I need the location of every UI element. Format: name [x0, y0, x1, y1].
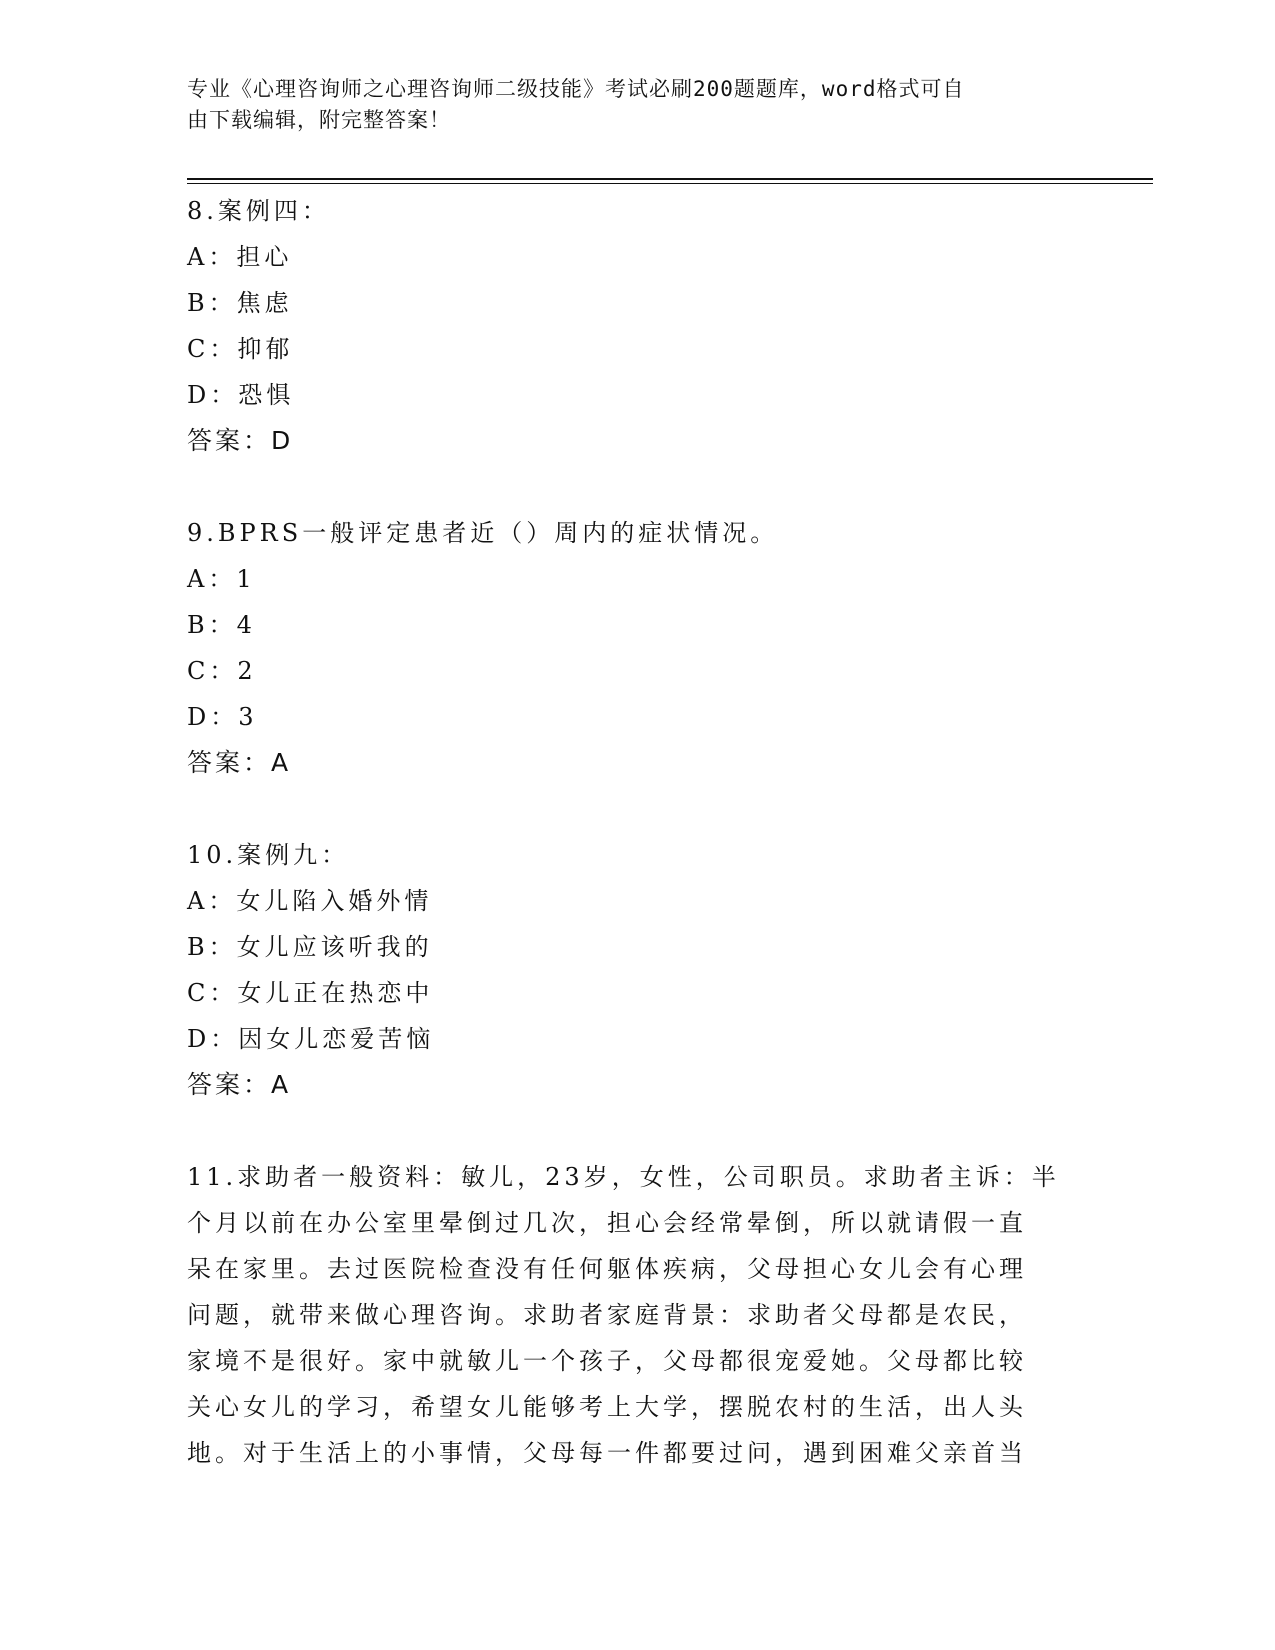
option-b: B：焦虑 [187, 289, 293, 317]
question-title: 8.案例四： [187, 197, 330, 225]
question-11-line: 个月以前在办公室里晕倒过几次，担心会经常晕倒，所以就请假一直 [187, 1209, 1027, 1237]
question-11-line: 问题，就带来做心理咨询。求助者家庭背景：求助者父母都是农民， [187, 1301, 1027, 1329]
answer-label: 答案：D [187, 426, 294, 455]
question-11-line: 11.求助者一般资料：敏儿，23岁，女性，公司职员。求助者主诉：半 [187, 1163, 1060, 1191]
option-b: B：4 [187, 611, 256, 639]
question-9 [187, 510, 1087, 786]
question-11-line: 关心女儿的学习，希望女儿能够考上大学，摆脱农村的生活，出人头 [187, 1393, 1027, 1421]
question-11-line: 地。对于生活上的小事情，父母每一件都要过问，遇到困难父亲首当 [187, 1439, 1027, 1467]
question-10 [187, 832, 1087, 1108]
option-a: A：1 [187, 565, 256, 593]
option-c: C：2 [187, 657, 257, 685]
question-11-line: 呆在家里。去过医院检查没有任何躯体疾病，父母担心女儿会有心理 [187, 1255, 1027, 1283]
answer-label: 答案：A [187, 1070, 292, 1099]
question-8 [187, 188, 1087, 464]
question-11 [187, 1154, 1077, 1476]
option-d: D：3 [187, 703, 258, 731]
document-header [187, 74, 1067, 136]
option-b: B：女儿应该听我的 [187, 933, 433, 961]
option-c: C：抑郁 [187, 335, 294, 363]
header-line-2: 由下载编辑，附完整答案！ [187, 108, 451, 132]
option-c: C：女儿正在热恋中 [187, 979, 434, 1007]
header-divider-thin [187, 183, 1153, 184]
question-list [187, 188, 1087, 1522]
header-divider-thick [187, 178, 1153, 180]
option-a: A：女儿陷入婚外情 [187, 887, 433, 915]
question-11-line: 家境不是很好。家中就敏儿一个孩子，父母都很宠爱她。父母都比较 [187, 1347, 1027, 1375]
option-d: D：恐惧 [187, 381, 295, 409]
option-a: A：担心 [187, 243, 293, 271]
option-d: D：因女儿恋爱苦恼 [187, 1025, 435, 1053]
header-line-1: 专业《心理咨询师之心理咨询师二级技能》考试必刷200题题库，word格式可自 [187, 77, 965, 101]
question-title: 9.BPRS一般评定患者近（）周内的症状情况。 [187, 519, 779, 547]
answer-label: 答案：A [187, 748, 292, 777]
question-title: 10.案例九： [187, 841, 350, 869]
